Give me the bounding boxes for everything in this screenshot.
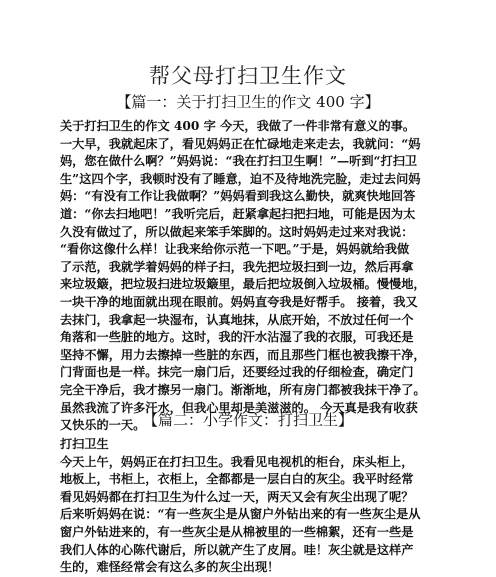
paragraph-line: 来垃圾簸，把垃圾扫进垃圾簸里，最后把垃圾倒入垃圾桶。慢慢地， bbox=[60, 277, 426, 292]
paragraph-line: 一大早，我就起床了，看见妈妈正在忙碌地走来走去，我就问：“妈 bbox=[60, 136, 421, 151]
paragraph-line: 地板上，书柜上，衣柜上，全都都是一层白白的灰尘。我平时经常 bbox=[60, 472, 414, 487]
paragraph-line: 门背面也是一样。抹完一扇门后，还要经过我的仔细检查，确定门 bbox=[60, 365, 414, 380]
paragraph-line: 后来听妈妈在说：“有一些灰尘是从窗户外钻出来的有一些灰尘是从 bbox=[60, 507, 421, 522]
paragraph-line: 坚持不懈，用力去擦掉一些脏的东西，而且那些门框也被我擦干净， bbox=[60, 347, 426, 362]
paragraph-line: 生”这四个字，我顿时没有了睡意，迫不及待地洗完脸，走过去问妈 bbox=[60, 171, 421, 186]
paragraph-line: 去抹门，我拿起一块湿布，认真地抹，从底开始，不放过任何一个 bbox=[60, 312, 414, 327]
paragraph-line: 我们人体的心陈代谢后，所以就产生了皮屑。哇！灰尘就是这样产 bbox=[60, 542, 414, 557]
paragraph-line: 妈：“有没有工作让我做啊？”妈妈看到我这么勤快，就爽快地回答 bbox=[60, 189, 416, 204]
section-heading-2: 【篇二：小学作文：打扫卫生】 bbox=[142, 411, 353, 429]
paragraph-line: 了示范，我就学着妈妈的样子扫，我先把垃圾扫到一边，然后再拿 bbox=[60, 259, 414, 274]
section-heading-1: 【篇一：关于打扫卫生的作文 400 字】 bbox=[116, 93, 380, 111]
section-body-1 bbox=[60, 118, 450, 435]
paragraph-line: 生的，难怪经常会有这么多的灰尘出现！ bbox=[60, 560, 280, 575]
paragraph-line: 角落和一些脏的地方。这时，我的汗水沾湿了我的衣服，可我还是 bbox=[60, 330, 414, 345]
document-title: 帮父母打扫卫生作文 bbox=[149, 64, 347, 88]
paragraph-line: 一块干净的地面就出现在眼前。妈妈直夸我是好帮手。 接着，我又 bbox=[60, 294, 418, 309]
paragraph-line: 久没有做过了，所以做起来笨手笨脚的。这时妈妈走过来对我说： bbox=[60, 224, 414, 239]
paragraph-line: 完全干净后，我才擦另一扇门。渐渐地，所有房门都被我抹干净了。 bbox=[60, 382, 426, 397]
paragraph-line: 关于打扫卫生的作文 400 字 今天，我做了一件非常有意义的事。 bbox=[60, 119, 416, 133]
paragraph-line: 道：“你去扫地吧！”我听完后，赶紧拿起扫把扫地，可能是因为太 bbox=[60, 206, 416, 221]
paragraph-line: 妈，您在做什么啊？”妈妈说：“我在打扫卫生啊！”—听到“打扫卫 bbox=[60, 154, 418, 169]
paragraph-line: 今天上午，妈妈正在打扫卫生。我看见电视机的柜台，床头柜上， bbox=[60, 454, 414, 469]
paragraph-line: “看你这像什么样！让我来给你示范一下吧。”于是，妈妈就给我做 bbox=[60, 242, 410, 257]
paragraph-line: 虽然我流了许多汗水，但我心里却是美滋滋的。 今天真是我有收获 bbox=[60, 400, 418, 415]
paragraph-line: 窗户外钻进来的，有一些灰尘是从棉被里的一些棉絮，还有一些是 bbox=[60, 524, 414, 539]
paragraph-line: 看见妈妈都在打扫卫生为什么过一天，两天又会有灰尘出现了呢？ bbox=[60, 489, 414, 504]
paragraph-line: 又快乐的一天。 bbox=[60, 418, 146, 433]
section-body-2 bbox=[60, 436, 450, 577]
paragraph-line: 打扫卫生 bbox=[60, 437, 109, 451]
